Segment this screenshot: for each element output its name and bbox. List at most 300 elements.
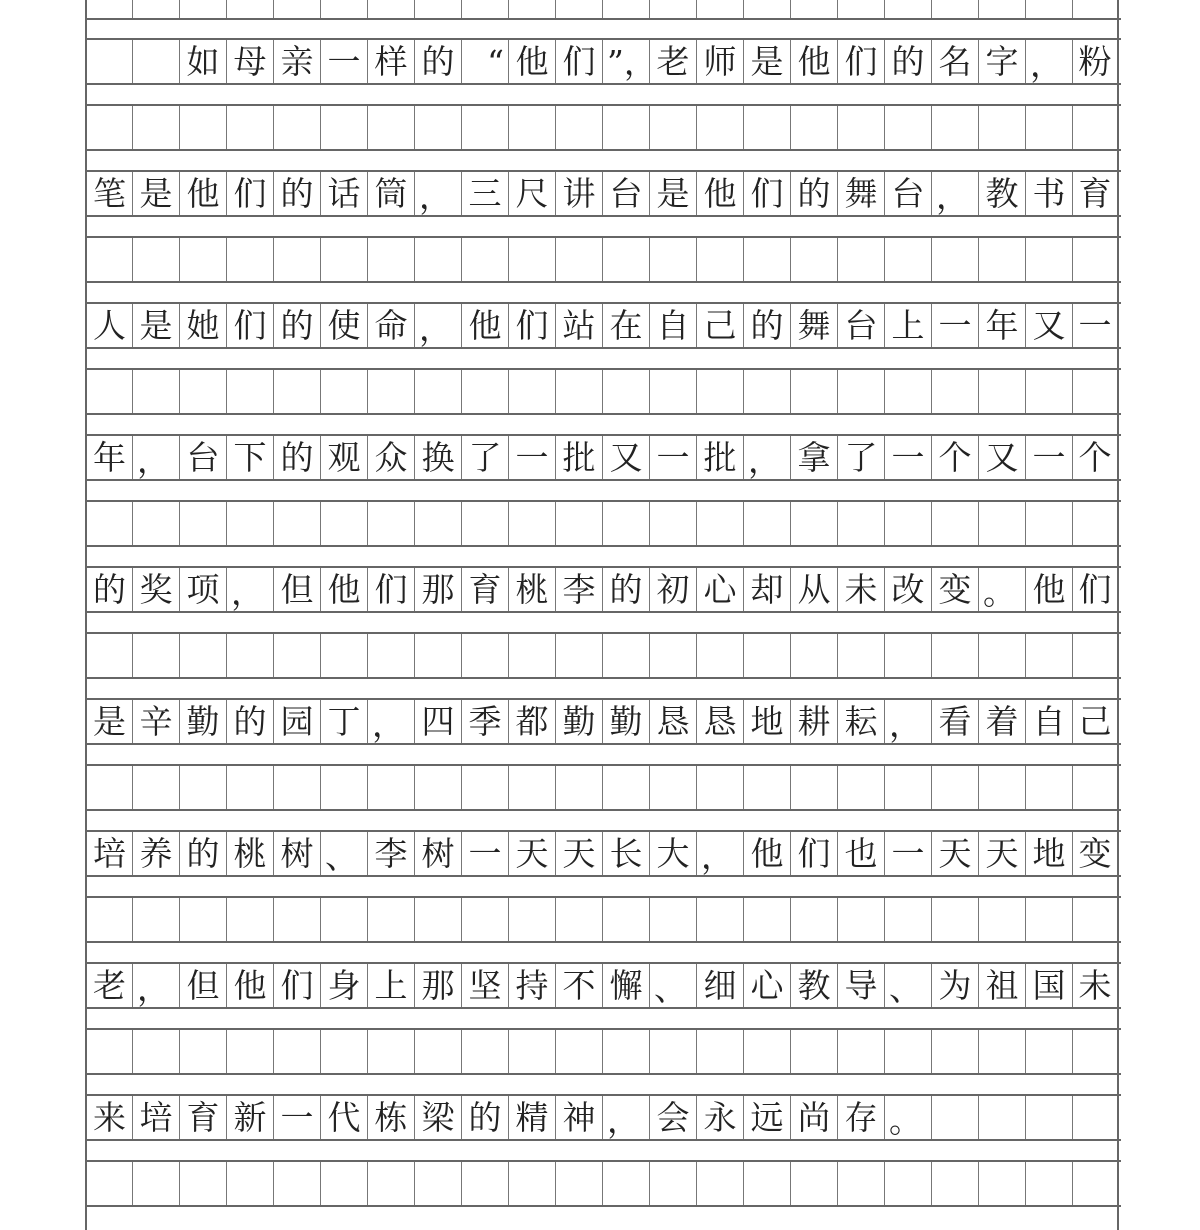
grid-cell [273,634,320,677]
blank-row [85,764,1121,811]
grid-cell [884,766,931,809]
grid-cell [696,238,743,281]
grid-cell [320,1030,367,1073]
grid-cell: 树 [414,832,461,875]
grid-cell [931,898,978,941]
grid-cell [696,1030,743,1073]
grid-cell: 但 [179,964,226,1007]
grid-cell [508,1162,555,1205]
grid-cell [978,0,1025,18]
grid-cell: ， [743,436,790,479]
grid-cell [132,238,179,281]
grid-cell: 拿 [790,436,837,479]
grid-cell [790,106,837,149]
grid-cell [1072,370,1119,413]
grid-cell [978,370,1025,413]
grid-cell: 老 [85,964,132,1007]
grid-cell [931,0,978,18]
blank-row [85,632,1121,679]
grid-cell [696,106,743,149]
grid-cell [884,898,931,941]
grid-cell: 天 [555,832,602,875]
grid-cell: 李 [367,832,414,875]
grid-cell: 育 [179,1096,226,1139]
grid-cell: 天 [978,832,1025,875]
grid-cell [226,238,273,281]
grid-cell: 使 [320,304,367,347]
grid-cell: 奖 [132,568,179,611]
grid-cell: 、 [649,964,696,1007]
grid-cell: 勤 [602,700,649,743]
grid-cell [461,766,508,809]
grid-cell: 的 [273,304,320,347]
grid-cell [743,0,790,18]
grid-cell: ， [931,172,978,215]
text-row [85,170,1121,217]
grid-cell: 尚 [790,1096,837,1139]
grid-cell: 园 [273,700,320,743]
grid-cell: 的 [461,1096,508,1139]
grid-cell [790,502,837,545]
grid-cell [555,370,602,413]
grid-cell: 下 [226,436,273,479]
grid-cell: 天 [931,832,978,875]
grid-cell: 勤 [179,700,226,743]
grid-cell [461,0,508,18]
grid-cell [414,1162,461,1205]
composition-grid-paper [85,0,1119,1230]
grid-cell: 的 [790,172,837,215]
grid-cell [743,370,790,413]
grid-cell [649,898,696,941]
grid-cell: 又 [602,436,649,479]
grid-cell [931,766,978,809]
grid-cell [978,238,1025,281]
grid-cell [508,106,555,149]
grid-cell: 自 [649,304,696,347]
grid-cell [884,502,931,545]
grid-cell [273,1162,320,1205]
grid-cell [508,502,555,545]
grid-cell: 的 [743,304,790,347]
grid-cell: 老 [649,40,696,83]
grid-cell [931,634,978,677]
grid-cell [132,40,179,83]
grid-cell [367,766,414,809]
grid-cell [367,370,414,413]
grid-cell [837,502,884,545]
grid-cell [132,898,179,941]
grid-cell: 的 [179,832,226,875]
grid-cell: 远 [743,1096,790,1139]
grid-cell [132,502,179,545]
grid-cell: 年 [978,304,1025,347]
grid-cell [179,634,226,677]
grid-cell: 一 [508,436,555,479]
grid-cell [602,1030,649,1073]
grid-cell: 是 [743,40,790,83]
grid-cell: 梁 [414,1096,461,1139]
grid-cell [367,1030,414,1073]
grid-cell: 台 [179,436,226,479]
grid-cell: 李 [555,568,602,611]
grid-cell [1025,370,1072,413]
grid-cell [884,634,931,677]
grid-cell [602,898,649,941]
grid-cell [790,766,837,809]
grid-cell [226,0,273,18]
grid-cell [837,106,884,149]
grid-cell: 一 [1025,436,1072,479]
grid-cell [461,1030,508,1073]
grid-cell: 亲 [273,40,320,83]
grid-cell [790,1030,837,1073]
grid-cell: 筒 [367,172,414,215]
grid-cell [978,898,1025,941]
grid-cell [273,502,320,545]
grid-cell: 师 [696,40,743,83]
grid-cell: 的 [273,172,320,215]
grid-cell: 国 [1025,964,1072,1007]
grid-cell: 辛 [132,700,179,743]
grid-cell [649,1162,696,1205]
grid-cell [931,502,978,545]
grid-cell: 是 [132,304,179,347]
grid-cell [978,1030,1025,1073]
grid-cell: 育 [461,568,508,611]
grid-cell [978,106,1025,149]
grid-cell: 丁 [320,700,367,743]
text-row [85,302,1121,349]
grid-cell [790,634,837,677]
grid-cell [179,370,226,413]
grid-cell [884,370,931,413]
grid-cell: 恳 [649,700,696,743]
grid-cell: ， [132,964,179,1007]
grid-cell: ， [367,700,414,743]
grid-cell [85,238,132,281]
grid-cell: 细 [696,964,743,1007]
grid-cell: 批 [696,436,743,479]
grid-cell [743,502,790,545]
grid-cell: 了 [837,436,884,479]
text-row [85,698,1121,745]
grid-cell: 他 [1025,568,1072,611]
grid-cell [85,40,132,83]
grid-cell [226,502,273,545]
grid-cell: 地 [743,700,790,743]
grid-cell: 心 [696,568,743,611]
grid-cell: 批 [555,436,602,479]
grid-cell [649,766,696,809]
grid-cell [978,766,1025,809]
grid-cell [884,238,931,281]
grid-cell: 初 [649,568,696,611]
grid-cell [1025,1030,1072,1073]
grid-cell [1072,238,1119,281]
grid-cell [931,1162,978,1205]
grid-cell [1072,898,1119,941]
grid-cell [508,898,555,941]
grid-cell: 书 [1025,172,1072,215]
grid-cell [320,1162,367,1205]
grid-cell [414,0,461,18]
grid-cell [179,898,226,941]
grid-cell [414,766,461,809]
grid-cell: 们 [367,568,414,611]
grid-cell [273,898,320,941]
grid-cell [461,238,508,281]
grid-cell [179,0,226,18]
grid-cell [320,502,367,545]
grid-cell [85,1030,132,1073]
grid-cell [226,370,273,413]
grid-cell: 自 [1025,700,1072,743]
grid-cell: 三 [461,172,508,215]
grid-cell [743,1162,790,1205]
grid-cell: 的 [273,436,320,479]
grid-cell: 他 [743,832,790,875]
grid-cell [743,1030,790,1073]
grid-cell: 上 [367,964,414,1007]
grid-cell [649,502,696,545]
grid-cell: 恳 [696,700,743,743]
grid-cell [226,106,273,149]
grid-cell [367,238,414,281]
grid-cell: 的 [85,568,132,611]
grid-cell [461,634,508,677]
grid-cell: 。 [978,568,1025,611]
grid-cell: 笔 [85,172,132,215]
grid-cell [226,634,273,677]
grid-cell [179,1162,226,1205]
grid-cell: 坚 [461,964,508,1007]
grid-cell [649,634,696,677]
grid-cell: 也 [837,832,884,875]
grid-cell [884,1162,931,1205]
grid-cell: 栋 [367,1096,414,1139]
grid-cell [226,766,273,809]
grid-cell [132,106,179,149]
grid-cell: 己 [1072,700,1119,743]
grid-cell [85,370,132,413]
grid-cell: 祖 [978,964,1025,1007]
blank-row [85,104,1121,151]
grid-cell [837,634,884,677]
grid-cell: 他 [179,172,226,215]
grid-cell [320,0,367,18]
grid-cell [696,502,743,545]
grid-cell: 来 [85,1096,132,1139]
grid-cell [414,898,461,941]
grid-cell: 个 [931,436,978,479]
grid-cell: 季 [461,700,508,743]
grid-cell [1072,502,1119,545]
grid-cell: 样 [367,40,414,83]
grid-cell [555,1030,602,1073]
text-row [85,830,1121,877]
grid-cell [1072,634,1119,677]
grid-cell: 话 [320,172,367,215]
grid-cell: 看 [931,700,978,743]
grid-cell [743,634,790,677]
grid-cell: 一 [273,1096,320,1139]
grid-cell [273,238,320,281]
grid-cell: 那 [414,964,461,1007]
grid-cell [1072,1030,1119,1073]
grid-cell: 台 [837,304,884,347]
grid-cell: 未 [837,568,884,611]
grid-cell [1025,1096,1072,1139]
grid-cell [931,238,978,281]
grid-cell: 舞 [790,304,837,347]
grid-cell [273,106,320,149]
grid-cell: 但 [273,568,320,611]
grid-cell [790,1162,837,1205]
grid-cell [367,898,414,941]
grid-cell: 一 [1072,304,1119,347]
grid-cell [461,898,508,941]
text-row [85,1094,1121,1141]
grid-cell: 己 [696,304,743,347]
grid-cell [743,106,790,149]
grid-cell: 是 [132,172,179,215]
grid-cell [1072,1096,1119,1139]
grid-cell: 、 [320,832,367,875]
grid-cell: ”， [602,40,649,83]
grid-cell [1025,634,1072,677]
grid-cell [931,106,978,149]
grid-cell [1025,106,1072,149]
grid-cell [978,1096,1025,1139]
grid-cell [461,1162,508,1205]
grid-cell: ， [1025,40,1072,83]
grid-cell [320,898,367,941]
grid-cell: ， [414,304,461,347]
grid-cell: 母 [226,40,273,83]
grid-cell: 字 [978,40,1025,83]
grid-cell [649,0,696,18]
grid-cell: ， [226,568,273,611]
grid-cell: 都 [508,700,555,743]
grid-cell: ， [132,436,179,479]
grid-cell: 一 [884,436,931,479]
grid-cell [320,766,367,809]
grid-cell [132,0,179,18]
grid-cell [508,238,555,281]
grid-cell: ， [602,1096,649,1139]
grid-cell: 的 [602,568,649,611]
grid-cell: 一 [320,40,367,83]
grid-cell: 着 [978,700,1025,743]
blank-row [85,1160,1121,1207]
grid-cell [85,106,132,149]
grid-cell: 的 [414,40,461,83]
grid-cell [555,106,602,149]
grid-cell: 勤 [555,700,602,743]
grid-cell [696,1162,743,1205]
grid-cell: 从 [790,568,837,611]
grid-cell [1025,1162,1072,1205]
grid-cell [226,1162,273,1205]
grid-cell [320,238,367,281]
grid-cell [602,106,649,149]
grid-cell: 在 [602,304,649,347]
grid-cell: 上 [884,304,931,347]
grid-cell [1072,0,1119,18]
grid-cell [273,0,320,18]
grid-cell: 们 [790,832,837,875]
grid-cell: 四 [414,700,461,743]
grid-cell: 变 [1072,832,1119,875]
grid-cell: 会 [649,1096,696,1139]
grid-cell: 们 [555,40,602,83]
grid-cell [790,370,837,413]
blank-row [85,896,1121,943]
grid-cell [367,0,414,18]
grid-cell [743,766,790,809]
grid-cell: 身 [320,964,367,1007]
grid-cell: 不 [555,964,602,1007]
grid-cell: 为 [931,964,978,1007]
grid-cell: 新 [226,1096,273,1139]
grid-cell: 的 [226,700,273,743]
grid-cell [414,238,461,281]
grid-cell: 们 [743,172,790,215]
grid-cell [978,1162,1025,1205]
grid-cell: 们 [226,304,273,347]
grid-cell [320,106,367,149]
grid-cell [602,1162,649,1205]
grid-cell [696,898,743,941]
grid-cell: 精 [508,1096,555,1139]
grid-cell [602,766,649,809]
grid-cell [1025,238,1072,281]
grid-cell: 懈 [602,964,649,1007]
grid-cell: 们 [508,304,555,347]
grid-cell [555,1162,602,1205]
grid-cell [179,1030,226,1073]
grid-cell [790,0,837,18]
grid-cell: 粉 [1072,40,1119,83]
grid-cell [367,634,414,677]
grid-cell: 持 [508,964,555,1007]
grid-cell [273,1030,320,1073]
grid-cell: 却 [743,568,790,611]
grid-cell: 换 [414,436,461,479]
grid-cell [179,238,226,281]
grid-cell: 又 [1025,304,1072,347]
grid-cell: 观 [320,436,367,479]
grid-cell [414,1030,461,1073]
grid-cell [837,1030,884,1073]
grid-cell: 养 [132,832,179,875]
grid-cell: 他 [508,40,555,83]
grid-cell [1025,502,1072,545]
text-row [85,38,1121,85]
grid-cell [132,1162,179,1205]
grid-cell [696,766,743,809]
grid-cell: 他 [226,964,273,1007]
text-row [85,434,1121,481]
grid-cell [179,766,226,809]
grid-cell [696,0,743,18]
grid-cell [837,766,884,809]
grid-cell [85,634,132,677]
grid-cell: 那 [414,568,461,611]
grid-cell [696,370,743,413]
grid-cell [790,898,837,941]
